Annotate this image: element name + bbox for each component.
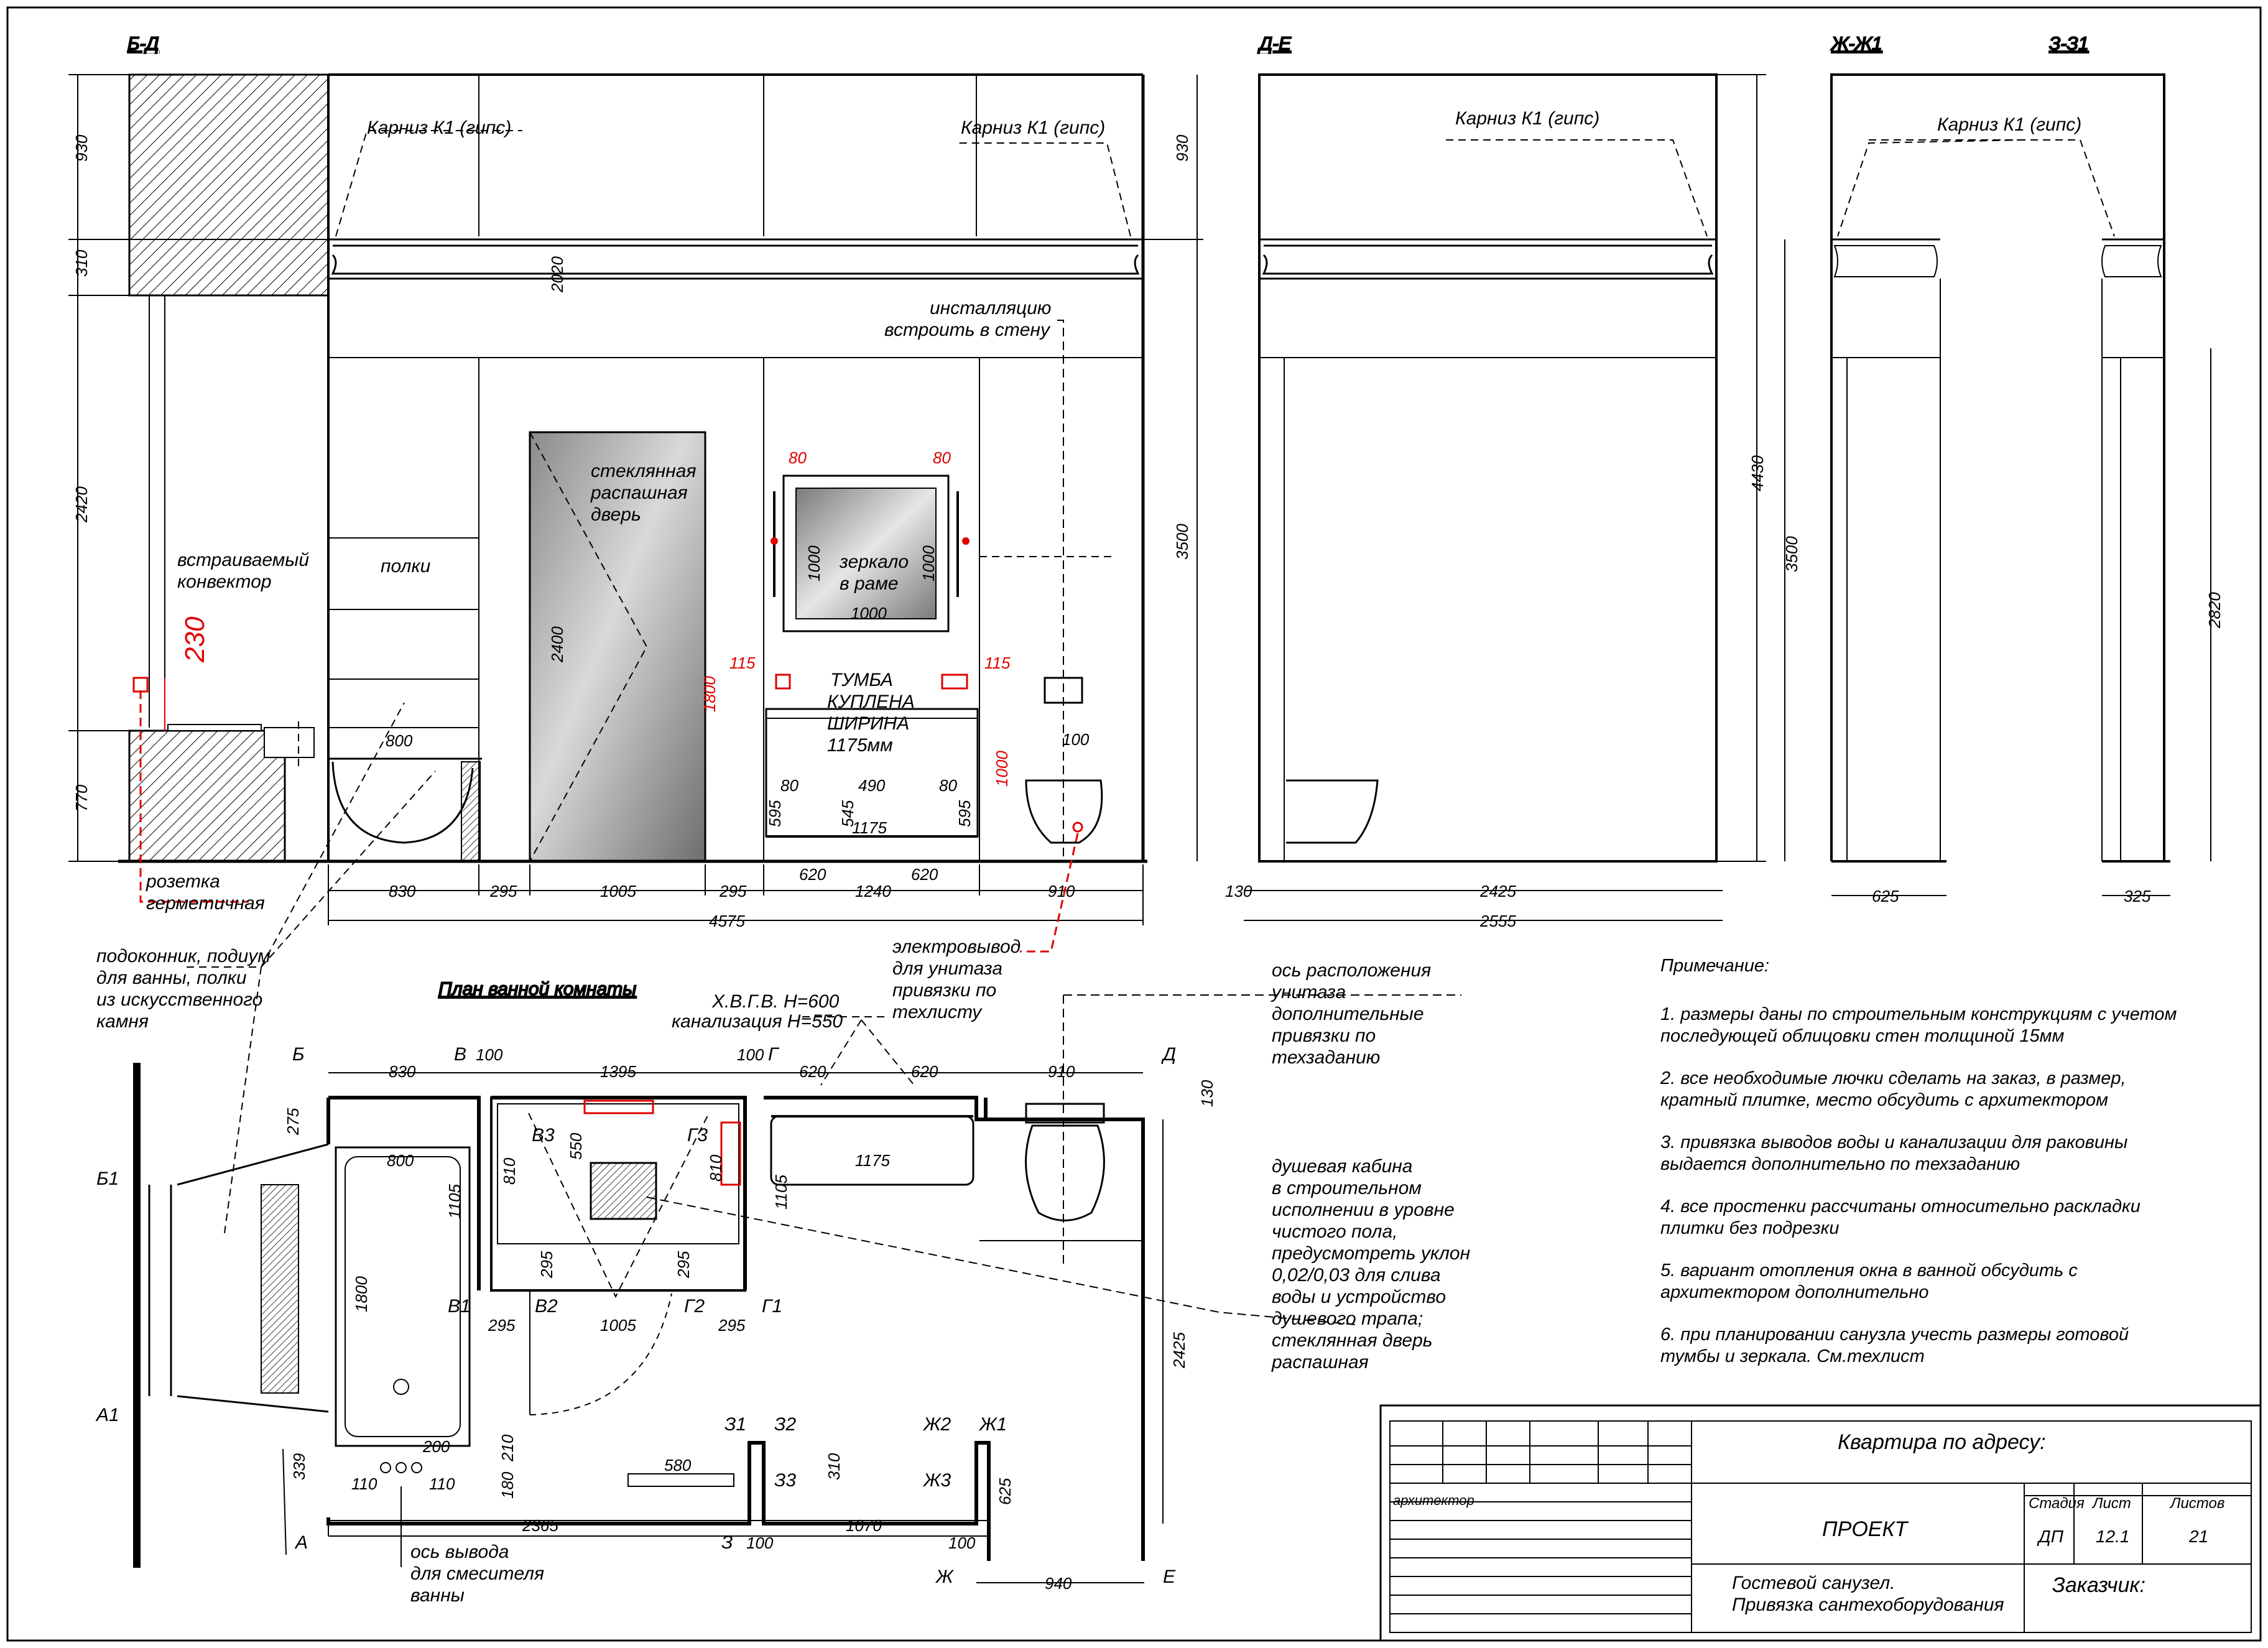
dim-p-2425: 2425 [1170, 1332, 1188, 1368]
axis-g: Г [768, 1044, 779, 1065]
dim-p-200: 200 [423, 1437, 450, 1456]
dim-e-1000r: 1000 [993, 751, 1011, 787]
dim-e-80a: 80 [789, 448, 807, 467]
shower-label-6: 0,02/0,03 для слива [1272, 1265, 1441, 1285]
water-label-2: канализация Н=550 [672, 1011, 843, 1032]
axis-z1: З1 [724, 1414, 747, 1435]
axis-z3: З3 [774, 1470, 797, 1491]
dim-e-3500: 3500 [1173, 524, 1192, 560]
dim-e-595a: 595 [766, 800, 784, 827]
tb-desc-2: Привязка сантехоборудования [1732, 1595, 2004, 1615]
dim-p-310: 310 [825, 1453, 843, 1480]
elevation-zh-z [1785, 34, 2211, 896]
shower-label-3: исполнении в уровне [1272, 1200, 1455, 1220]
elec-label-4: техлисту [892, 1002, 982, 1022]
dim-e-115b: 115 [984, 654, 1011, 672]
dim-p-275: 275 [284, 1108, 302, 1135]
dim-e-1000h: 1000 [851, 604, 887, 623]
dim-p-1105b: 1105 [772, 1175, 790, 1210]
water-label-1: Х.В.Г.В. Н=600 [712, 991, 840, 1012]
dim-p-800: 800 [387, 1151, 414, 1170]
note-3a: 3. привязка выводов воды и канализации для раковины [1660, 1132, 2128, 1152]
dim-p-100b: 100 [737, 1045, 764, 1064]
notes [1660, 956, 2177, 1366]
note-4b: плитки без подрезки [1660, 1218, 1840, 1238]
dim-e-2420: 2420 [72, 486, 91, 522]
elec-label-3: привязки по [892, 980, 997, 1001]
dim-e-1175: 1175 [852, 818, 887, 837]
axis-v3: В3 [532, 1125, 555, 1146]
note-6b: тумбы и зеркала. См.техлист [1660, 1346, 1925, 1366]
mixer-label-3: ванны [410, 1585, 465, 1606]
shelves-label: полки [381, 556, 431, 576]
note-6a: 6. при планировании санузла учесть размеры готовой [1660, 1325, 2129, 1345]
axis-z: З [721, 1532, 733, 1553]
shower-label-8: душевого трапа; [1272, 1308, 1423, 1329]
shower-label-7: воды и устройство [1272, 1287, 1446, 1307]
dim-p-1105a: 1105 [445, 1184, 464, 1219]
dim-e-930r: 930 [1173, 134, 1192, 162]
dim-e-930: 930 [72, 134, 91, 162]
dim-z-2820: 2820 [2205, 592, 2224, 628]
dim-e-80c: 80 [780, 776, 798, 795]
dim-b-295b: 295 [720, 882, 747, 900]
dim-p-295a: 295 [537, 1251, 556, 1278]
dim-p-940: 940 [1045, 1574, 1072, 1593]
dim-p-100c: 100 [746, 1534, 774, 1552]
dim-de-2425: 2425 [1480, 882, 1516, 900]
dim-p-1800: 1800 [352, 1276, 371, 1312]
dim-e-310: 310 [72, 249, 91, 277]
dim-p-620b: 620 [911, 1062, 938, 1081]
notes-title: Примечание: [1660, 956, 1770, 976]
dim-p-180: 180 [498, 1471, 517, 1499]
dim-e-595b: 595 [955, 800, 974, 827]
shower-label-2: в строительном [1272, 1178, 1422, 1198]
dim-p-2365: 2365 [522, 1516, 558, 1535]
axis-label-5: техзаданию [1272, 1047, 1381, 1068]
dim-e-100: 100 [1062, 730, 1090, 749]
dim-p-830: 830 [389, 1062, 416, 1081]
elec-label-2: для унитаза [892, 958, 1003, 979]
plan-title: План ванной комнаты [438, 979, 637, 999]
window-bay [149, 1144, 328, 1412]
dim-p-339: 339 [290, 1453, 308, 1480]
dim-p-620a: 620 [799, 1062, 826, 1081]
dim-p-810a: 810 [500, 1157, 519, 1185]
dim-p-810b: 810 [706, 1154, 725, 1182]
axis-d: Д [1163, 1044, 1177, 1065]
tb-stage-header: Стадия [2029, 1495, 2085, 1512]
dim-e-800: 800 [386, 731, 413, 750]
glass-door-label-1: стеклянная [591, 461, 697, 481]
dim-p-295b: 295 [674, 1251, 693, 1278]
dim-b-295a: 295 [490, 882, 517, 900]
dim-p-100d: 100 [948, 1534, 976, 1552]
shower-label-1: душевая кабина [1272, 1156, 1413, 1177]
bathtub-elevation [333, 762, 473, 843]
install-label-2: встроить в стену [884, 320, 1050, 340]
vanity-label-4: 1175мм [827, 735, 893, 756]
convector-label-2: конвектор [177, 572, 272, 592]
axis-g2: Г2 [684, 1296, 705, 1317]
axis-z2: З2 [774, 1414, 797, 1435]
tb-address: Квартира по адресу: [1838, 1430, 2046, 1454]
dim-e-115a: 115 [729, 654, 756, 672]
dim-p-580: 580 [664, 1456, 692, 1474]
shower-label-10: распашная [1272, 1352, 1369, 1373]
dim-p-625: 625 [996, 1478, 1014, 1505]
axis-g1: Г1 [762, 1296, 783, 1317]
bath-podium [129, 731, 285, 861]
dim-zh-625: 625 [1872, 887, 1899, 905]
dim-b-4575: 4575 [709, 912, 745, 930]
tb-desc-1: Гостевой санузел. [1732, 1573, 1895, 1593]
sill-label-2: для ванны, полки [96, 968, 247, 988]
cornice-label-1: Карниз К1 (гипс) [367, 118, 512, 138]
dim-e-2020: 2020 [548, 256, 567, 292]
dim-e-1000v1: 1000 [805, 545, 823, 581]
cornice-label-3: Карниз К1 (гипс) [1455, 108, 1600, 129]
cornice-label-4: Карниз К1 (гипс) [1937, 114, 2082, 135]
dim-b-910: 910 [1048, 882, 1075, 900]
dim-e-2400: 2400 [548, 626, 567, 662]
dim-p-110b: 110 [429, 1474, 455, 1493]
shower-label-5: предусмотреть уклон [1272, 1243, 1471, 1264]
install-label-1: инсталляцию [930, 298, 1052, 318]
dim-p-110a: 110 [351, 1474, 377, 1493]
dim-e-80b: 80 [933, 448, 951, 467]
section-title-zh: Ж-Ж1 [1831, 34, 1882, 54]
toilet-plan [1026, 1126, 1104, 1221]
dim-p-550: 550 [567, 1132, 585, 1160]
axis-label-1: ось расположения [1272, 960, 1432, 981]
axis-b: Б [292, 1044, 305, 1065]
axis-label-3: дополнительные [1272, 1004, 1424, 1024]
axis-b1: Б1 [96, 1169, 119, 1189]
tb-project: ПРОЕКТ [1822, 1517, 1908, 1541]
dim-p-1395: 1395 [600, 1062, 636, 1081]
dim-p-1070: 1070 [846, 1516, 882, 1535]
dim-zh-3500: 3500 [1782, 536, 1801, 572]
axis-a1: А1 [96, 1405, 119, 1425]
glass-door-label-2: распашная [591, 483, 688, 503]
shower-label-9: стеклянная дверь [1272, 1330, 1433, 1351]
elevation-d-e [1244, 34, 1766, 920]
radiator [261, 1185, 299, 1393]
dim-b-620a: 620 [799, 865, 826, 884]
dim-p-100a: 100 [476, 1045, 503, 1064]
dimensions [72, 134, 2224, 1593]
toilet-side [1286, 780, 1377, 843]
mixer-label-2: для смесителя [410, 1563, 545, 1584]
section-title-d-e: Д-Е [1259, 34, 1292, 54]
tb-sheets: 21 [2189, 1527, 2209, 1546]
glass-door-label-3: дверь [591, 504, 641, 525]
dim-p-295d: 295 [718, 1316, 746, 1335]
shower-drain [591, 1163, 656, 1219]
hatched-column [129, 75, 328, 295]
dim-de-4430: 4430 [1748, 455, 1767, 491]
tb-client: Заказчик: [2052, 1573, 2145, 1597]
tb-stage: ДП [2039, 1527, 2064, 1546]
vanity-plan [771, 1116, 973, 1185]
axis-label-2: унитаза [1272, 982, 1346, 1002]
axis-g3: Г3 [687, 1125, 708, 1146]
axis-label-4: привязки по [1272, 1025, 1376, 1046]
dim-b-620b: 620 [911, 865, 938, 884]
note-5a: 5. вариант отопления окна в ванной обсудить с [1660, 1261, 2078, 1280]
dim-p-1175: 1175 [855, 1151, 890, 1170]
note-1a: 1. размеры даны по строительным конструкциям с учетом [1660, 1004, 2177, 1024]
note-2b: кратный плитке, место обсудить с архитектором [1660, 1090, 2108, 1110]
dim-b-1240: 1240 [855, 882, 891, 900]
vanity-label-1: ТУМБА [830, 670, 894, 690]
mixer-label-1: ось вывода [410, 1542, 509, 1562]
convector-label-1: встраиваемый [177, 550, 310, 570]
note-4a: 4. все простенки рассчитаны относительно раскладки [1660, 1197, 2141, 1216]
elec-label-1: электровывод [892, 937, 1021, 957]
labels [96, 108, 2081, 1606]
axis-zh: Ж [936, 1567, 953, 1587]
sill-label-4: камня [96, 1011, 149, 1032]
dim-de-130: 130 [1225, 882, 1252, 900]
axis-zh2: Ж2 [923, 1414, 951, 1435]
note-2a: 2. все необходимые лючки сделать на заказ, в размер, [1660, 1068, 2126, 1088]
socket-label-1: розетка [146, 871, 220, 892]
cornice-profile [328, 239, 1143, 279]
section-title-z: З-З1 [2049, 34, 2089, 54]
mirror-label-2: в раме [840, 573, 899, 594]
vanity-label-2: КУПЛЕНА [827, 692, 915, 712]
dim-e-490: 490 [858, 776, 886, 795]
axis-zh1: Ж1 [979, 1414, 1007, 1435]
socket-label-2: герметичная [146, 893, 265, 914]
axis-zh3: Ж3 [923, 1470, 951, 1491]
dim-e-1000v2: 1000 [919, 545, 938, 581]
dim-e-80d: 80 [939, 776, 957, 795]
tb-sheet-header: Лист [2093, 1495, 2131, 1512]
axis-e: Е [1163, 1567, 1176, 1587]
dim-p-295c: 295 [488, 1316, 516, 1335]
sill-label-1: подоконник, подиум [96, 946, 271, 966]
mirror-label-1: зеркало [840, 552, 909, 572]
tb-sheets-header: Листов [2170, 1495, 2225, 1512]
tb-architect: архитектор [1393, 1493, 1474, 1508]
axis-a: А [295, 1532, 308, 1553]
dim-b-830: 830 [389, 882, 416, 900]
shower-label-4: чистого пола, [1272, 1221, 1398, 1242]
note-3b: выдается дополнительно по техзаданию [1660, 1154, 2020, 1174]
tb-sheet: 12.1 [2096, 1527, 2130, 1546]
dim-p-1005: 1005 [600, 1316, 636, 1335]
dim-p-130: 130 [1198, 1080, 1216, 1107]
dim-e-770: 770 [72, 784, 91, 812]
dim-b-1005: 1005 [600, 882, 636, 900]
note-1b: последующей облицовки стен толщиной 15мм [1660, 1026, 2065, 1046]
axis-v1: В1 [448, 1296, 471, 1317]
axis-v: В [454, 1044, 467, 1065]
dim-e-230: 230 [180, 616, 210, 662]
dim-p-910: 910 [1048, 1062, 1075, 1081]
axis-v2: В2 [535, 1296, 558, 1317]
note-5b: архитектором дополнительно [1660, 1282, 1929, 1302]
dim-e-545: 545 [838, 800, 857, 827]
title-block-text [1393, 1430, 2224, 1615]
dim-de-2555: 2555 [1480, 912, 1516, 930]
dim-e-1800: 1800 [700, 676, 719, 712]
dim-p-210: 210 [498, 1434, 517, 1461]
sill-label-3: из искусственного [96, 989, 263, 1010]
cornice-label-2: Карниз К1 (гипс) [961, 118, 1106, 138]
section-title-b-d: Б-Д [127, 34, 159, 54]
vanity-label-3: ШИРИНА [827, 713, 910, 734]
dim-z-325: 325 [2124, 887, 2151, 905]
